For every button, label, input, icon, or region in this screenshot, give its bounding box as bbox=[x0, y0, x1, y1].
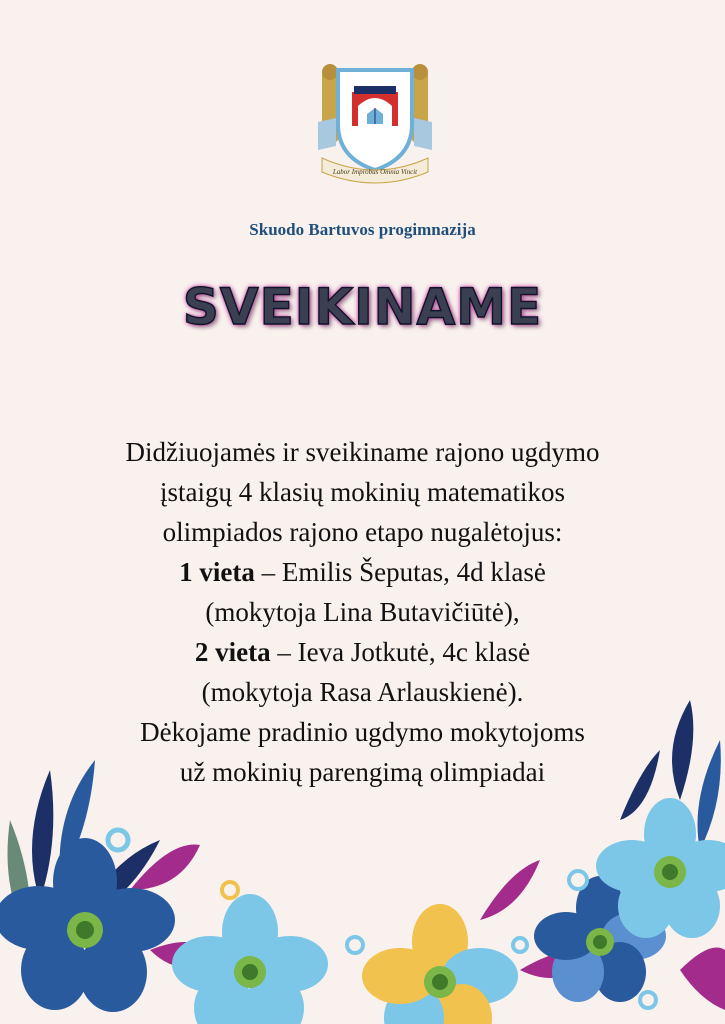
second-place-label: 2 vieta bbox=[194, 637, 271, 667]
second-place-line bbox=[40, 632, 685, 672]
body-line: įstaigų 4 klasių mokinių matematikos bbox=[160, 477, 565, 507]
second-place-winner: – Ieva Jotkutė, 4c klasė bbox=[270, 637, 531, 667]
school-crest-icon bbox=[316, 62, 434, 192]
flowers-border-icon bbox=[0, 690, 725, 1024]
first-place-teacher: (mokytoja Lina Butavičiūtė), bbox=[205, 597, 520, 627]
first-place-line bbox=[40, 552, 685, 592]
school-name: Skuodo Bartuvos progimnazija bbox=[249, 220, 476, 239]
second-place-teacher: (mokytoja Rasa Arlauskienė). bbox=[201, 677, 524, 707]
crest-motto: Labor Improbus Omnia Vincit bbox=[332, 168, 418, 176]
body-line: olimpiados rajono etapo nugalėtojus: bbox=[162, 517, 563, 547]
first-place-label: 1 vieta bbox=[179, 557, 255, 587]
thanks-line: už mokinių parengimą olimpiadai bbox=[179, 757, 546, 787]
thanks-line: Dėkojame pradinio ugdymo mokytojoms bbox=[140, 717, 585, 747]
first-place-winner: – Emilis Šeputas, 4d klasė bbox=[254, 557, 546, 587]
body-line: Didžiuojamės ir sveikiname rajono ugdymo bbox=[125, 437, 600, 467]
headline: SVEIKINAME bbox=[182, 278, 543, 336]
